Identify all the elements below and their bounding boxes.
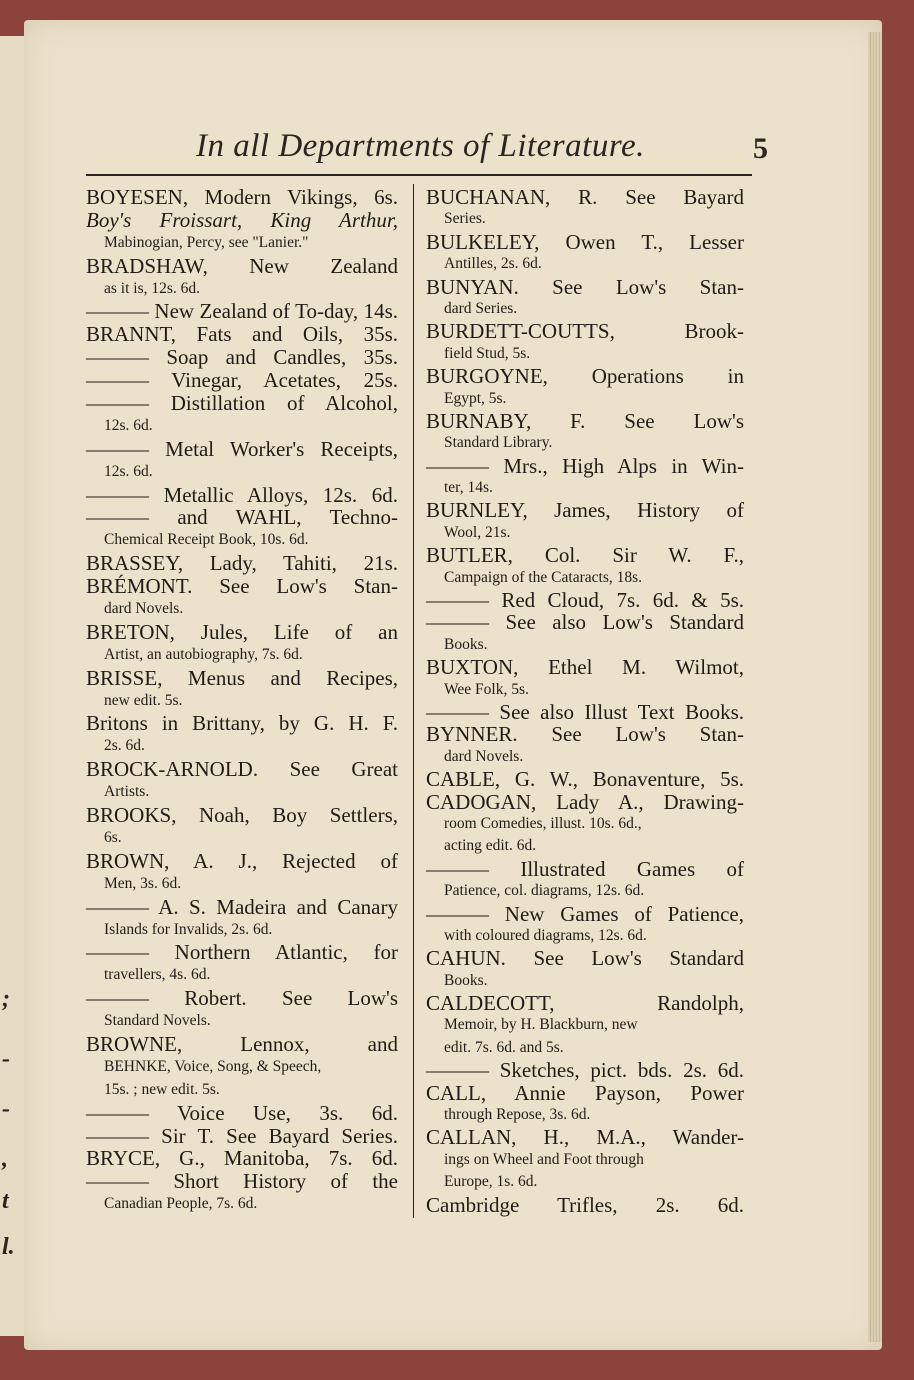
entry-continuation-line: Books. xyxy=(444,635,488,653)
catalogue-entry-line: BROWNE, Lennox, and xyxy=(86,1031,398,1056)
entry-continuation-line: Standard Novels. xyxy=(104,1012,211,1030)
catalogue-entry-line: CALL, Annie Payson, Power xyxy=(426,1080,744,1105)
catalogue-entry-line: BURGOYNE, Operations in xyxy=(426,364,744,389)
entry-continuation-line: 15s. ; new edit. 5s. xyxy=(104,1080,220,1098)
catalogue-entry-line: ——— Soap and Candles, 35s. xyxy=(86,345,398,370)
catalogue-entry-line: CABLE, G. W., Bonaventure, 5s. xyxy=(426,767,744,792)
catalogue-entry-line: ——— Distillation of Alcohol, xyxy=(86,391,398,416)
catalogue-entry-line: CAHUN. See Low's Standard xyxy=(426,946,744,971)
catalogue-entry-line: BRASSEY, Lady, Tahiti, 21s. xyxy=(86,551,398,576)
catalogue-entry-line: ——— Short History of the xyxy=(86,1169,398,1194)
entry-continuation-line: Patience, col. diagrams, 12s. 6d. xyxy=(444,882,645,900)
header-rule xyxy=(86,174,752,176)
catalogue-entry-line: BUNYAN. See Low's Stan- xyxy=(426,274,744,299)
catalogue-entry-line: CALDECOTT, Randolph, xyxy=(426,991,744,1016)
catalogue-entry-line: BRETON, Jules, Life of an xyxy=(86,619,398,644)
catalogue-entry-line: BRÉMONT. See Low's Stan- xyxy=(86,574,398,599)
catalogue-entry-line: ——— Mrs., High Alps in Win- xyxy=(426,453,744,478)
catalogue-entry-line: ——— and WAHL, Techno- xyxy=(86,505,398,530)
prev-page-mark: , xyxy=(2,1146,8,1172)
catalogue-entry-line: ——— Illustrated Games of xyxy=(426,856,744,881)
column-divider xyxy=(413,184,414,1218)
catalogue-entry-line: BROCK-ARNOLD. See Great xyxy=(86,757,398,782)
entry-continuation-line: Canadian People, 7s. 6d. xyxy=(104,1195,258,1213)
catalogue-entry-line: BROWN, A. J., Rejected of xyxy=(86,848,398,873)
catalogue-entry-line: Britons in Brittany, by G. H. F. xyxy=(86,711,398,736)
prev-page-mark: - xyxy=(2,1046,10,1072)
catalogue-entry-line: BROOKS, Noah, Boy Settlers, xyxy=(86,803,398,828)
entry-continuation-line: 12s. 6d. xyxy=(104,462,153,480)
entry-continuation-line: BEHNKE, Voice, Song, & Speech, xyxy=(104,1057,322,1075)
prev-page-mark: t xyxy=(2,1188,9,1214)
prev-page-mark: - xyxy=(2,1096,10,1122)
catalogue-entry-line: ——— New Games of Patience, xyxy=(426,901,744,926)
entry-continuation-line: Campaign of the Cataracts, 18s. xyxy=(444,568,643,586)
entry-continuation-line: room Comedies, illust. 10s. 6d., xyxy=(444,814,642,832)
catalogue-entry-line: BUTLER, Col. Sir W. F., xyxy=(426,543,744,568)
entry-continuation-line: Wee Folk, 5s. xyxy=(444,680,529,698)
entry-continuation-line: field Stud, 5s. xyxy=(444,344,531,362)
catalogue-entry-line: ——— See also Low's Standard xyxy=(426,610,744,635)
catalogue-entry-line: ——— Metal Worker's Receipts, xyxy=(86,436,398,461)
entry-continuation-line: Egypt, 5s. xyxy=(444,389,507,407)
entry-continuation-line: edit. 7s. 6d. and 5s. xyxy=(444,1038,564,1056)
left-column xyxy=(86,186,398,1216)
entry-continuation-line: Series. xyxy=(444,210,486,228)
entry-continuation-line: 6s. xyxy=(104,828,122,846)
entry-continuation-line: Mabinogian, Percy, see "Lanier." xyxy=(104,233,309,251)
catalogue-entry-line: BUCHANAN, R. See Bayard xyxy=(426,185,744,209)
entry-continuation-line: Chemical Receipt Book, 10s. 6d. xyxy=(104,531,309,549)
entry-continuation-line: Artists. xyxy=(104,783,150,801)
entry-continuation-line: through Repose, 3s. 6d. xyxy=(444,1106,591,1124)
catalogue-entry-line: BYNNER. See Low's Stan- xyxy=(426,722,744,747)
catalogue-entry-line: Boy's Froissart, King Arthur, xyxy=(86,207,398,232)
catalogue-entry-line: BURNLEY, James, History of xyxy=(426,498,744,523)
catalogue-entry-line: ——— Robert. See Low's xyxy=(86,986,398,1011)
catalogue-entry-line: ——— Northern Atlantic, for xyxy=(86,940,398,965)
catalogue-entry-line: BURDETT-COUTTS, Brook- xyxy=(426,319,744,344)
entry-continuation-line: travellers, 4s. 6d. xyxy=(104,966,211,984)
entry-continuation-line: 2s. 6d. xyxy=(104,737,145,755)
entry-continuation-line: ter, 14s. xyxy=(444,479,493,497)
catalogue-entry-line: ——— Sketches, pict. bds. 2s. 6d. xyxy=(426,1058,744,1083)
catalogue-entry-line: BRISSE, Menus and Recipes, xyxy=(86,665,398,690)
catalogue-entry-line: BULKELEY, Owen T., Lesser xyxy=(426,229,744,254)
entry-continuation-line: Antilles, 2s. 6d. xyxy=(444,255,542,273)
entry-continuation-line: Wool, 21s. xyxy=(444,523,511,541)
catalogue-entry-line: BURNABY, F. See Low's xyxy=(426,408,744,433)
page-edges xyxy=(868,32,882,1342)
catalogue-entry-line: ——— Sir T. See Bayard Series. xyxy=(86,1123,398,1148)
catalogue-entry-line: ——— A. S. Madeira and Canary xyxy=(86,894,398,919)
catalogue-entry-line: ——— Red Cloud, 7s. 6d. & 5s. xyxy=(426,588,744,613)
catalogue-entry-line: ——— See also Illust Text Books. xyxy=(426,699,744,724)
catalogue-entry-line: ——— Metallic Alloys, 12s. 6d. xyxy=(86,482,398,507)
entry-continuation-line: acting edit. 6d. xyxy=(444,837,537,855)
entry-continuation-line: dard Novels. xyxy=(444,747,524,765)
entry-continuation-line: with coloured diagrams, 12s. 6d. xyxy=(444,926,647,944)
catalogue-entry-line: BRYCE, G., Manitoba, 7s. 6d. xyxy=(86,1146,398,1171)
catalogue-entry-line: BOYESEN, Modern Vikings, 6s. xyxy=(86,185,398,209)
entry-continuation-line: Standard Library. xyxy=(444,434,553,452)
entry-continuation-line: Men, 3s. 6d. xyxy=(104,874,182,892)
catalogue-entry-line: CALLAN, H., M.A., Wander- xyxy=(426,1125,744,1150)
catalogue-entry-line: Cambridge Trifles, 2s. 6d. xyxy=(426,1192,744,1217)
entry-continuation-line: Artist, an autobiography, 7s. 6d. xyxy=(104,645,303,663)
entry-continuation-line: ings on Wheel and Foot through xyxy=(444,1150,644,1168)
page-number: 5 xyxy=(753,132,768,165)
right-column xyxy=(426,186,744,1216)
catalogue-entry-line: BUXTON, Ethel M. Wilmot, xyxy=(426,655,744,680)
entry-continuation-line: dard Series. xyxy=(444,299,518,317)
entry-continuation-line: Europe, 1s. 6d. xyxy=(444,1173,538,1191)
running-head-title: In all Departments of Literature. xyxy=(196,128,645,164)
catalogue-entry-line: ——— Vinegar, Acetates, 25s. xyxy=(86,368,398,393)
entry-continuation-line: dard Novels. xyxy=(104,600,184,618)
entry-continuation-line: Books. xyxy=(444,971,488,989)
prev-page-mark: ; xyxy=(2,986,10,1012)
catalogue-entry-line: BRANNT, Fats and Oils, 35s. xyxy=(86,322,398,347)
entry-continuation-line: as it is, 12s. 6d. xyxy=(104,279,201,297)
prev-page-mark: l. xyxy=(2,1234,15,1260)
catalogue-entry-line: CADOGAN, Lady A., Drawing- xyxy=(426,789,744,814)
entry-continuation-line: Memoir, by H. Blackburn, new xyxy=(444,1016,638,1034)
entry-continuation-line: 12s. 6d. xyxy=(104,416,153,434)
entry-continuation-line: new edit. 5s. xyxy=(104,691,183,709)
catalogue-entry-line: ——— Voice Use, 3s. 6d. xyxy=(86,1100,398,1125)
catalogue-entry-line: BRADSHAW, New Zealand xyxy=(86,253,398,278)
catalogue-entry-line: ——— New Zealand of To-day, 14s. xyxy=(86,299,398,324)
entry-continuation-line: Islands for Invalids, 2s. 6d. xyxy=(104,920,273,938)
